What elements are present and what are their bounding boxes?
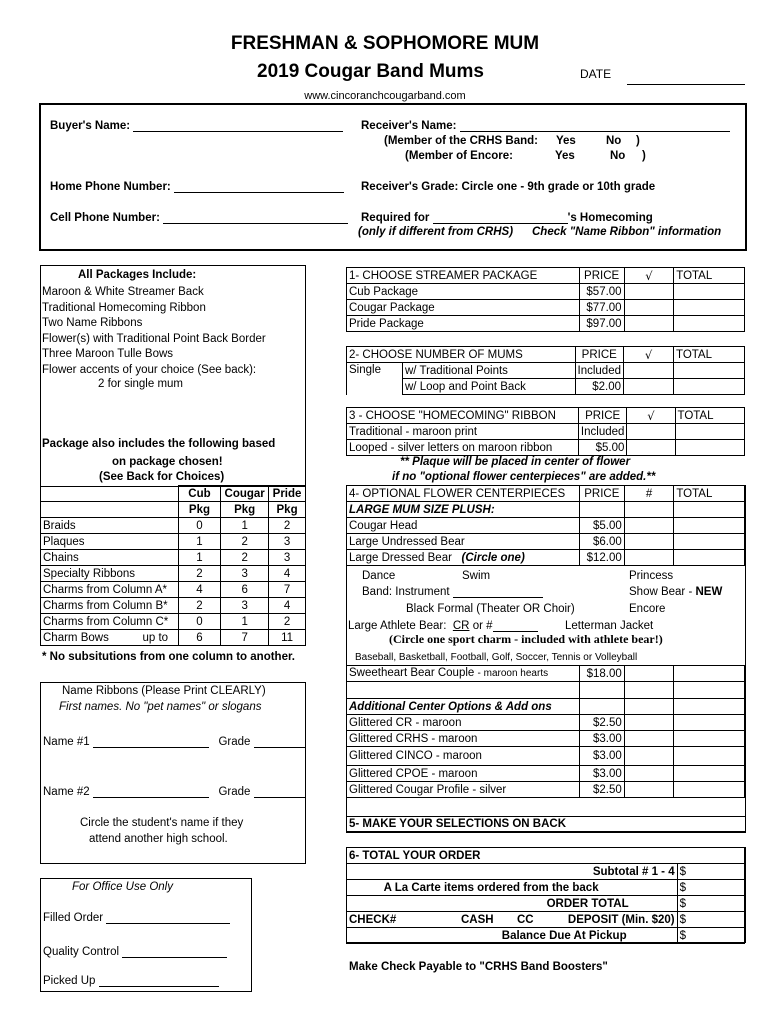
payable-note: Make Check Payable to "CRHS Band Boosters" — [349, 961, 608, 973]
member-encore-label: (Member of Encore: — [405, 150, 513, 162]
name2-field[interactable]: Name #2 Grade — [43, 786, 306, 798]
table-row: Pride Package $97.00 — [347, 316, 745, 332]
filled-order-field[interactable]: Filled Order — [43, 912, 230, 924]
section6-table: 6- TOTAL YOUR ORDER Subtotal # 1 - 4 $ A La Carte items ordered from the back $ ORDER TOTAL $ CHECK# CASH CC DEPOSIT (Min. $20) $ Balance Due At Pickup $ — [346, 847, 745, 944]
section3-title: 3 - CHOOSE "HOMECOMING" RIBBON — [347, 408, 579, 424]
packages-heading: All Packages Include: — [78, 269, 197, 281]
table-row: w/ Loop and Point Back $2.00 — [347, 379, 745, 395]
section2-title: 2- CHOOSE NUMBER OF MUMS — [347, 347, 576, 363]
deposit-label: DEPOSIT (Min. $20) — [567, 913, 675, 926]
package-table: Cub Cougar Pride Pkg Pkg Pkg Braids 0 1 2 Plaques 1 2 3 Chains 1 2 3 Specialty Ribbons 2 3 4 Charms from Column A* 4 6 7 Charms from Column B* 2 3 4 Charms from Column C* 0 1 2 Charm Bows up to 6 7 11 — [40, 485, 306, 646]
table-row: Cub Package $57.00 — [347, 284, 745, 300]
quality-control-field[interactable]: Quality Control — [43, 946, 227, 958]
list-item: Maroon & White Streamer Back — [42, 286, 204, 298]
table-row: Charms from Column A* 4 6 7 — [41, 582, 306, 598]
single-mum-note: 2 for single mum — [98, 378, 184, 390]
col-header: Pride — [269, 486, 306, 502]
section4-table: 4- OPTIONAL FLOWER CENTERPIECES PRICE # TOTAL LARGE MUM SIZE PLUSH: Cougar Head $5.00 Large Undressed Bear $6.00 Large Dressed Bear (Circle one) $12.00 — [346, 485, 745, 566]
table-row: Chains 1 2 3 — [41, 550, 306, 566]
buyer-name-field[interactable]: Buyer's Name: — [50, 120, 343, 132]
form-title: FRESHMAN & SOPHOMORE MUM — [230, 33, 540, 54]
section6-title: 6- TOTAL YOUR ORDER — [347, 848, 745, 864]
table-row: Glittered CRHS - maroon $3.00 — [347, 731, 745, 747]
only-if-note: (only if different from CRHS) — [358, 226, 514, 238]
cell-phone-field[interactable]: Cell Phone Number: — [50, 212, 348, 224]
home-phone-field[interactable]: Home Phone Number: — [50, 181, 344, 193]
bear-option-show[interactable]: Show Bear - NEW — [629, 586, 723, 598]
table-row: Charms from Column B* 2 3 4 — [41, 598, 306, 614]
member-band-no[interactable]: No — [606, 135, 622, 147]
col-header: Cougar — [221, 486, 269, 502]
date-label: DATE — [580, 67, 612, 81]
table-row: Plaques 1 2 3 — [41, 534, 306, 550]
table-row: Glittered CPOE - maroon $3.00 — [347, 766, 745, 782]
table-row: Traditional - maroon print Included — [347, 424, 745, 440]
bear-option-swim[interactable]: Swim — [462, 570, 491, 582]
packages-list — [42, 285, 266, 347]
table-row: Glittered CR - maroon $2.50 — [347, 715, 745, 731]
receiver-grade: Receiver's Grade: Circle one - 9th grade or 10th grade — [361, 181, 656, 193]
sport-charm-note: (Circle one sport charm - included with athlete bear!) — [389, 632, 663, 646]
list-item: Traditional Homecoming Ribbon — [42, 301, 206, 314]
required-for-field[interactable]: Required for 's Homecoming — [361, 212, 653, 224]
col-header: Cub — [178, 486, 220, 502]
list-item: Two Name Ribbons — [42, 317, 143, 329]
date-line[interactable] — [627, 84, 745, 85]
list-item: Three Maroon Tulle Bows — [42, 348, 174, 360]
table-row: Sweetheart Bear Couple - maroon hearts $18.00 — [347, 666, 745, 682]
plaque-note-2: if no "optional flower centerpieces" are added.** — [392, 471, 656, 483]
sports-list: Baseball, Basketball, Football, Golf, Soccer, Tennis or Volleyball — [355, 652, 638, 663]
member-band-yes[interactable]: Yes — [556, 135, 576, 147]
bear-option-letterman[interactable]: Letterman Jacket — [565, 620, 654, 632]
member-encore-no[interactable]: No — [610, 150, 626, 162]
table-row: Braids 0 1 2 — [41, 518, 306, 534]
table-row: Cougar Head $5.00 — [347, 518, 745, 534]
form-subtitle: 2019 Cougar Band Mums — [257, 61, 484, 82]
list-item: Flower(s) with Traditional Point Back Border — [42, 332, 266, 345]
section1-title: 1- CHOOSE STREAMER PACKAGE — [347, 268, 580, 284]
section4-title: 4- OPTIONAL FLOWER CENTERPIECES — [347, 486, 580, 502]
name-ribbons-heading: Name Ribbons (Please Print CLEARLY) — [62, 685, 266, 697]
picked-up-field[interactable]: Picked Up — [43, 975, 219, 987]
table-row: Large Dressed Bear (Circle one) $12.00 — [347, 550, 745, 566]
member-encore-yes[interactable]: Yes — [555, 150, 575, 162]
bear-option-dance[interactable]: Dance — [362, 570, 396, 582]
bear-option-encore[interactable]: Encore — [629, 603, 666, 615]
receiver-name-field[interactable]: Receiver's Name: — [361, 120, 730, 132]
athlete-bear-field[interactable]: Large Athlete Bear: CR or # — [348, 620, 538, 632]
bear-option-band[interactable]: Band: Instrument — [362, 586, 543, 598]
check-ribbon-note: Check "Name Ribbon" information — [532, 226, 722, 238]
name-ribbons-sub: First names. No "pet names" or slogans — [59, 701, 262, 713]
section3-table: 3 - CHOOSE "HOMECOMING" RIBBON PRICE √ TOTAL Traditional - maroon print Included Looped - silver letters on maroon ribbon $5.00 — [346, 407, 745, 456]
table-row: Looped - silver letters on maroon ribbon $5.00 — [347, 440, 745, 456]
section1-table: 1- CHOOSE STREAMER PACKAGE PRICE √ TOTAL Cub Package $57.00 Cougar Package $77.00 Pride Package $97.00 — [346, 267, 745, 332]
table-row: Glittered Cougar Profile - silver $2.50 — [347, 782, 745, 798]
table-row: Specialty Ribbons 2 3 4 — [41, 566, 306, 582]
cc-option[interactable]: CC — [517, 913, 534, 926]
table-row: Large Undressed Bear $6.00 — [347, 534, 745, 550]
bear-option-princess[interactable]: Princess — [629, 570, 674, 582]
table-row: Single w/ Traditional Points Included — [347, 363, 745, 379]
name1-field[interactable]: Name #1 Grade — [43, 736, 306, 748]
substitution-note: * No subsitutions from one column to another. — [42, 651, 296, 663]
section5-title: 5- MAKE YOUR SELECTIONS ON BACK — [346, 816, 746, 833]
website: www.cincoranchcougarband.com — [304, 90, 466, 102]
table-row: Glittered CINCO - maroon $3.00 — [347, 747, 745, 766]
bear-option-black-formal[interactable]: Black Formal (Theater OR Choir) — [406, 603, 575, 615]
table-row: Cougar Package $77.00 — [347, 300, 745, 316]
office-heading: For Office Use Only — [72, 881, 173, 893]
member-band-label: (Member of the CRHS Band: — [384, 135, 538, 147]
check-number-label: CHECK# — [349, 913, 397, 926]
cash-option[interactable]: CASH — [461, 913, 494, 926]
section2-table: 2- CHOOSE NUMBER OF MUMS PRICE √ TOTAL Single w/ Traditional Points Included w/ Loop and Point Back $2.00 — [346, 346, 745, 395]
table-row: Charms from Column C* 0 1 2 — [41, 614, 306, 630]
list-item: Flower accents of your choice (See back): — [42, 364, 257, 376]
table-row: Charm Bows up to 6 7 11 — [41, 630, 306, 646]
plaque-note: ** Plaque will be placed in center of flower — [400, 456, 631, 468]
